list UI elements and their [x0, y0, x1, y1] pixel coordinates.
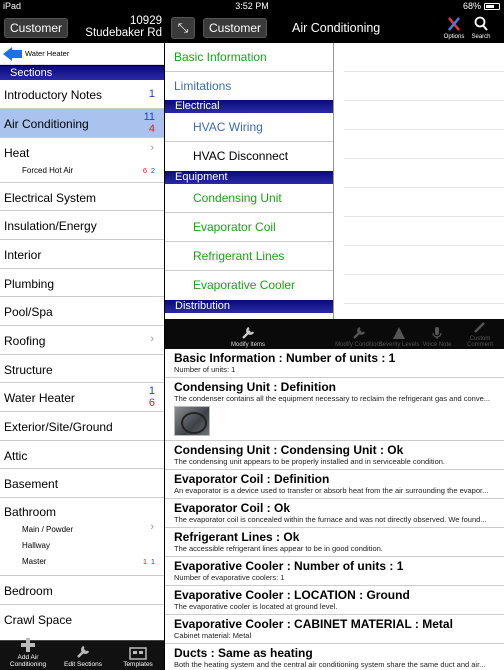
- modify-conditions-button[interactable]: Modify Conditions: [334, 326, 384, 348]
- custom-comment-button[interactable]: Custom Comment: [456, 320, 504, 348]
- section-introductory-notes[interactable]: Introductory Notes 1: [0, 80, 164, 109]
- back-label: Water Heater: [25, 49, 70, 58]
- section-structure[interactable]: Structure: [0, 355, 164, 383]
- section-bedroom[interactable]: Bedroom: [0, 576, 164, 605]
- detail-list-empty: [334, 43, 504, 319]
- microphone-icon: [432, 326, 442, 340]
- list-item[interactable]: Evaporative Cooler : LOCATION : Ground The evaporative cooler is located at ground level.: [165, 586, 504, 615]
- add-air-conditioning-button[interactable]: Add Air Conditioning: [2, 637, 54, 668]
- menu-refrigerant-lines[interactable]: Refrigerant Lines: [165, 242, 333, 271]
- section-basement[interactable]: Basement: [0, 469, 164, 498]
- list-item[interactable]: Basic Information : Number of units : 1 Number of units: 1: [165, 349, 504, 378]
- battery-group: [463, 1, 500, 11]
- templates-button[interactable]: Templates: [118, 646, 158, 668]
- red-count: 6: [148, 397, 155, 409]
- list-item[interactable]: Evaporative Cooler : Number of units : 1 Number of evaporative coolers: 1: [165, 557, 504, 586]
- section-electrical-system[interactable]: Electrical System: [0, 183, 164, 211]
- section-air-conditioning[interactable]: Air Conditioning 11 4: [0, 109, 164, 138]
- menu-header-equipment: Equipment: [165, 171, 333, 184]
- blue-count: 1: [148, 88, 155, 100]
- chevron-right-icon: ›: [150, 142, 154, 154]
- section-heat[interactable]: Heat › Forced Hot Air 6 2: [0, 138, 164, 183]
- menu-condensing-unit[interactable]: Condensing Unit: [165, 184, 333, 213]
- menu-hvac-disconnect[interactable]: HVAC Disconnect: [193, 149, 289, 163]
- wrench-icon: [75, 644, 91, 660]
- section-interior[interactable]: Interior: [0, 240, 164, 269]
- blue-count: 11: [143, 111, 155, 123]
- modify-items-button[interactable]: Modify Items: [223, 326, 273, 348]
- battery-icon: [484, 3, 500, 10]
- status-bar: [0, 0, 504, 13]
- list-item[interactable]: Evaporator Coil : Definition An evaporator is a device used to transfer or absorb heat from the air surrounding the evapor...: [165, 470, 504, 499]
- list-item[interactable]: Evaporative Cooler : CABINET MATERIAL : Metal Cabinet material: Metal: [165, 615, 504, 644]
- battery-percent: 68%: [462, 1, 481, 11]
- sections-header: Sections: [0, 65, 164, 80]
- blue-count: 1: [148, 385, 155, 397]
- section-attic[interactable]: Attic: [0, 441, 164, 469]
- search-button[interactable]: Search: [469, 16, 493, 40]
- menu-evaporative-cooler[interactable]: Evaporative Cooler: [193, 278, 296, 292]
- page-title: Air Conditioning: [292, 21, 381, 35]
- red-count: 4: [148, 123, 155, 135]
- section-crawl-space[interactable]: Crawl Space: [4, 613, 73, 627]
- chevron-right-icon: ›: [150, 333, 154, 345]
- voice-note-button[interactable]: Voice Note: [419, 326, 455, 348]
- item-toolbar: [165, 319, 504, 349]
- wrench-icon: [240, 326, 256, 340]
- left-header: [0, 13, 164, 43]
- section-water-heater[interactable]: Water Heater 1 6: [0, 383, 164, 412]
- templates-icon: [129, 646, 147, 660]
- chevron-right-icon: ›: [150, 521, 154, 533]
- subsection-master[interactable]: Master: [22, 557, 47, 566]
- severity-levels-button[interactable]: Severity Levels: [377, 326, 421, 348]
- back-button[interactable]: [0, 43, 164, 65]
- menu-header-distribution: Distribution: [165, 300, 333, 313]
- customer-button[interactable]: Customer: [4, 18, 68, 38]
- pencil-icon: [473, 320, 487, 334]
- list-item[interactable]: Condensing Unit : Condensing Unit : Ok The condensing unit appears to be properly installed and in serviceable condition.: [165, 441, 504, 470]
- clock: 3:52 PM: [235, 1, 269, 11]
- red-count: 1: [142, 557, 147, 566]
- menu-hvac-wiring[interactable]: HVAC Wiring: [165, 113, 333, 142]
- list-item[interactable]: Refrigerant Lines : Ok The accessible refrigerant lines appear to be in good condition.: [165, 528, 504, 557]
- list-item[interactable]: Condensing Unit : Definition The condenser contains all the equipment necessary to reclaim the refrigerant gas and conve...: [165, 378, 504, 441]
- blue-count: 1: [150, 557, 155, 566]
- section-plumbing[interactable]: Plumbing: [0, 269, 164, 297]
- menu-limitations[interactable]: Limitations: [174, 79, 232, 93]
- search-icon: [474, 16, 488, 32]
- section-pool-spa[interactable]: Pool/Spa: [0, 297, 164, 326]
- wrench-icon: [351, 326, 367, 340]
- list-item[interactable]: Evaporator Coil : Ok The evaporator coil is concealed within the furnace and was not directly observed. We found...: [165, 499, 504, 528]
- right-header: [165, 13, 504, 43]
- menu-evaporator-coil[interactable]: Evaporator Coil: [165, 213, 333, 242]
- plus-icon: [20, 637, 36, 653]
- list-item[interactable]: Ducts : Same as heating Both the heating system and the central air conditioning system share the same duct and air...: [165, 644, 504, 670]
- subsection-main-powder[interactable]: Main / Powder: [22, 525, 74, 534]
- red-count: 6: [142, 166, 147, 175]
- tools-icon: [447, 16, 461, 32]
- warning-icon: [392, 326, 406, 340]
- subsection-hallway[interactable]: Hallway: [22, 541, 51, 550]
- edit-sections-button[interactable]: Edit Sections: [62, 644, 104, 668]
- blue-count: 2: [150, 166, 155, 175]
- items-list: [165, 349, 504, 670]
- address-label: 10929 Studebaker Rd: [85, 15, 162, 39]
- condensing-unit-photo[interactable]: [174, 406, 210, 436]
- section-bathroom[interactable]: Bathroom Main / Powder › Hallway Master 1 1: [0, 498, 164, 576]
- expand-icon[interactable]: ⤡: [171, 17, 195, 39]
- section-roofing[interactable]: Roofing ›: [0, 326, 164, 355]
- options-button[interactable]: Options: [443, 16, 465, 40]
- category-menu: [165, 43, 334, 319]
- left-footer-toolbar: [0, 640, 164, 670]
- subsection-forced-hot-air[interactable]: Forced Hot Air: [22, 166, 74, 175]
- sections-pane: [0, 13, 164, 670]
- menu-header-electrical: Electrical: [165, 100, 333, 113]
- device-label: iPad: [3, 1, 22, 11]
- customer-button-right[interactable]: Customer: [203, 18, 267, 38]
- section-exterior-site-ground[interactable]: Exterior/Site/Ground: [0, 412, 164, 441]
- section-insulation-energy[interactable]: Insulation/Energy: [0, 211, 164, 240]
- menu-basic-information[interactable]: Basic Information: [165, 43, 333, 72]
